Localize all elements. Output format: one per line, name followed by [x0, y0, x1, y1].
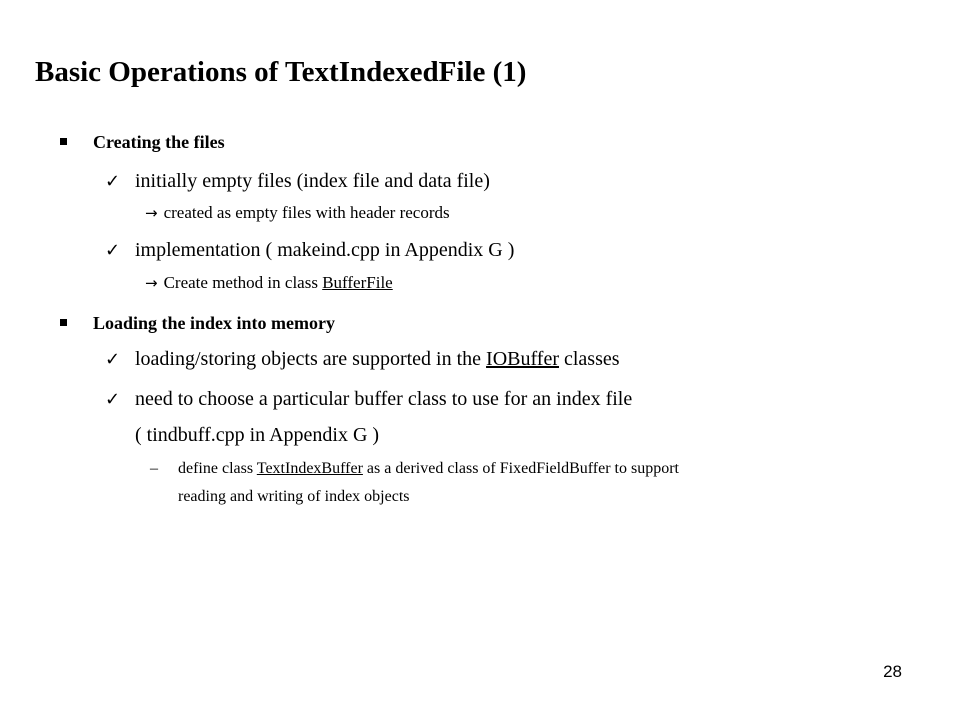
page-number: 28 [883, 662, 902, 681]
class-name-textindexbuffer: TextIndexBuffer [256, 460, 363, 477]
list-item-text: initially empty files (index file and data file) [135, 170, 490, 192]
section-heading-label: Creating the files [93, 132, 225, 152]
list-item-loading-storing [105, 348, 620, 371]
slide-title: Basic Operations of TextIndexedFile (1) [35, 56, 527, 88]
section-heading-label: Loading the index into memory [93, 313, 336, 333]
list-item-text-suffix: classes [559, 348, 620, 370]
right-arrow-icon: → [145, 274, 158, 292]
list-item-text: loading/storing objects are supported in the [135, 348, 487, 370]
checkmark-icon: ✓ [105, 171, 121, 192]
right-arrow-icon: → [145, 204, 158, 222]
class-name-iobuffer: IOBuffer [486, 348, 559, 370]
section-heading-creating-files [60, 132, 225, 153]
checkmark-icon: ✓ [105, 349, 121, 370]
dash-bullet-icon: – [150, 460, 158, 477]
dash-item-continuation: reading and writing of index objects [178, 488, 410, 505]
sub-note-create-method [145, 273, 393, 293]
sub-note-text: Create method in class [163, 273, 323, 292]
checkmark-icon: ✓ [105, 240, 121, 261]
list-item-text: need to choose a particular buffer class to use for an index file [135, 388, 633, 410]
dash-item-define-class [150, 460, 679, 478]
list-item-continuation: ( tindbuff.cpp in Appendix G ) [135, 424, 380, 446]
checkmark-icon: ✓ [105, 389, 121, 410]
dash-item-text-suffix: as a derived class of FixedFieldBuffer to support [362, 460, 679, 477]
section-heading-loading-index [60, 313, 335, 334]
list-item-choose-buffer [105, 388, 632, 411]
class-name-bufferfile: BufferFile [322, 273, 393, 292]
list-item-initially-empty [105, 170, 490, 193]
sub-note-text: created as empty files with header records [163, 203, 450, 222]
dash-item-text: define class [178, 460, 257, 477]
square-bullet-icon [60, 138, 67, 145]
square-bullet-icon [60, 319, 67, 326]
sub-note-created-empty [145, 203, 450, 223]
list-item-implementation [105, 239, 514, 262]
list-item-text: implementation ( makeind.cpp in Appendix G ) [135, 239, 515, 261]
